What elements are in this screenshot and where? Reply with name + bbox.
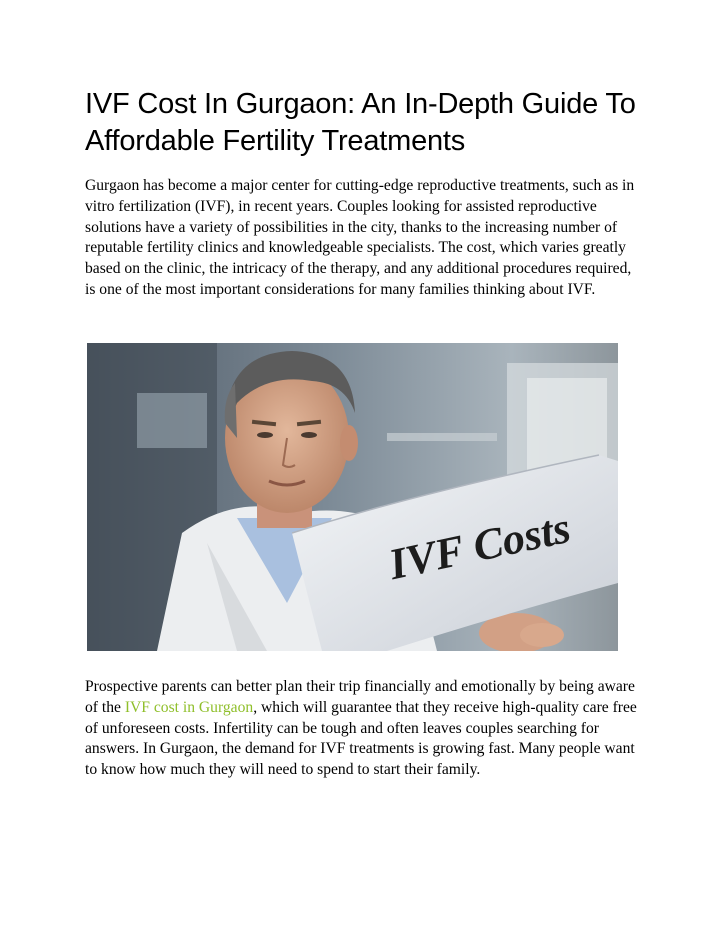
ivf-cost-link[interactable]: IVF cost in Gurgaon bbox=[124, 698, 254, 716]
body-text-before-link: Prospective parents can better plan their trip financially and emotionally by being aware of the bbox=[85, 678, 635, 716]
hero-paper-text: IVF Costs bbox=[384, 502, 575, 590]
body-paragraph bbox=[85, 677, 645, 781]
intro-paragraph: Gurgaon has become a major center for cutting-edge reproductive treatments, such as in vitro fertilization (IVF), in recent years. Couples looking for assisted reproductive solutions have a variety of possibilities in the city, thanks to the increasing number of reputable fertility clinics and knowledgeable specialists. The cost, which varies greatly based on the clinic, the intricacy of the therapy, and any additional procedures required, is one of the most important considerations for many families thinking about IVF. bbox=[85, 177, 635, 298]
hero-image bbox=[87, 343, 618, 651]
body-text-after-link: , which will guarantee that they receive high-quality care free of unforeseen costs. Infertility can be tough and often leaves couples searching for answers. In Gurgaon, the demand for IVF treatments is growing fast. Many people want to know how much they will need to spend to start their family. bbox=[85, 698, 637, 779]
page-title: IVF Cost In Gurgaon: An In-Depth Guide To Affordable Fertility Treatments bbox=[85, 88, 636, 157]
